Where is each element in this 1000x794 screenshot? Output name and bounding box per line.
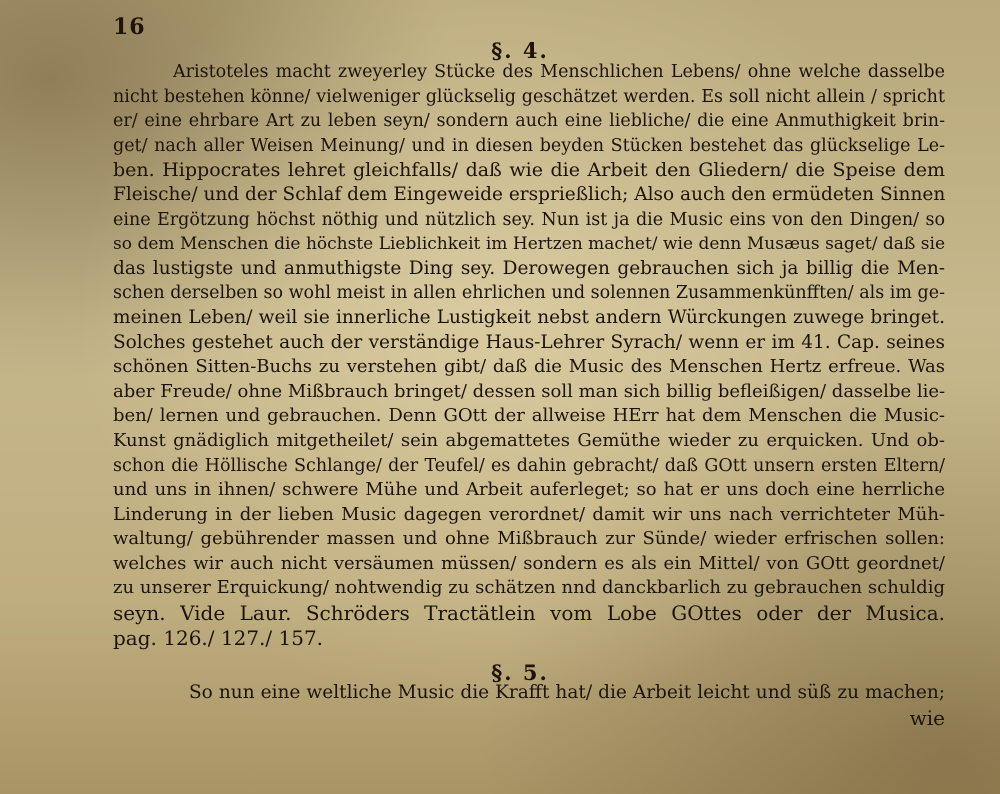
text-line: schönen Sitten-Buchs zu verstehen gibt/ daß die Music des Menschen Hertz erfreue. Was: [113, 356, 945, 378]
section-5-text: [113, 681, 945, 730]
text-line: Solches gestehet auch der verständige Haus-Lehrer Syrach/ wenn er im 41. Cap. seines: [113, 331, 945, 353]
text-line: Fleische/ und der Schlaf dem Eingeweide ersprießlich; Also auch den ermüdeten Sinnen: [113, 183, 945, 205]
text-line: schen derselben so wohl meist in allen ehrlichen und solennen Zusammenkünfften/ als im ge-: [113, 283, 945, 304]
text-line: nicht bestehen könne/ vielweniger glückselig geschätzet werden. Es soll nicht allein / spricht: [113, 86, 945, 107]
text-line: waltung/ gebührender massen und ohne Mißbrauch zur Sünde/ wieder erfrischen sollen:: [113, 528, 945, 550]
section-4-text: [113, 60, 945, 650]
text-line: aber Freude/ ohne Mißbrauch bringet/ dessen soll man sich billig befleißigen/ dasselbe lie-: [113, 380, 945, 402]
text-line: so dem Menschen die höchste Lieblichkeit im Hertzen machet/ wie denn Musæus saget/ daß sie: [113, 234, 945, 255]
text-line: ben. Hippocrates lehret gleichfalls/ daß wie die Arbeit den Gliedern/ die Speise dem: [113, 159, 945, 182]
text-line: meinen Leben/ weil sie innerliche Lustigkeit nebst andern Würckungen zuwege bringet.: [113, 306, 945, 328]
text-line: Aristoteles macht zweyerley Stücke des Menschlichen Lebens/ ohne welche dasselbe: [173, 62, 945, 82]
catchword: wie: [909, 705, 945, 730]
text-line: Linderung in der lieben Music dagegen verordnet/ damit wir uns nach verrichteter Müh-: [113, 503, 945, 525]
text-line: pag. 126./ 127./ 157.: [113, 625, 324, 650]
text-line: Kunst gnädiglich mitgetheilet/ sein abgemattetes Gemüthe wieder zu erquicken. Und ob-: [113, 429, 945, 451]
page-number: 16: [113, 14, 146, 40]
text-line: schon die Höllische Schlange/ der Teufel/ es dahin gebracht/ daß GOtt unsern ersten Eltern/: [113, 455, 945, 476]
text-line: get/ nach aller Weisen Meinung/ und in diesen beyden Stücken bestehet das glückselige Le-: [113, 135, 945, 156]
text-line: er/ eine ehrbare Art zu leben seyn/ sondern auch eine liebliche/ die eine Anmuthigkeit brin-: [113, 111, 945, 132]
text-line: eine Ergötzung höchst nöthig und nützlich sey. Nun ist ja die Music eins von den Dingen/ so: [113, 209, 945, 230]
text-line: ben/ lernen und gebrauchen. Denn GOtt der allweise HErr hat dem Menschen die Music-: [113, 405, 945, 427]
text-line: und uns in ihnen/ schwere Mühe und Arbeit auferleget; so hat er uns doch eine herrliche: [113, 479, 945, 501]
text-line: welches wir auch nicht versäumen müssen/ sondern es als ein Mittel/ von GOtt geordnet/: [113, 552, 945, 574]
section-5-heading: §. 5.: [491, 660, 549, 685]
text-line: zu unserer Erquickung/ nohtwendig zu schätzen nnd danckbarlich zu gebrauchen schuldig: [113, 577, 945, 599]
text-line: So nun eine weltliche Music die Krafft hat/ die Arbeit leicht und süß zu machen;: [189, 682, 945, 703]
section-4-heading: §. 4.: [491, 38, 549, 63]
text-line: das lustigste und anmuthigste Ding sey. Derowegen gebrauchen sich ja billig die Men-: [113, 257, 945, 279]
text-line: seyn. Vide Laur. Schröders Tractätlein vom Lobe GOttes oder der Musica.: [113, 601, 945, 626]
